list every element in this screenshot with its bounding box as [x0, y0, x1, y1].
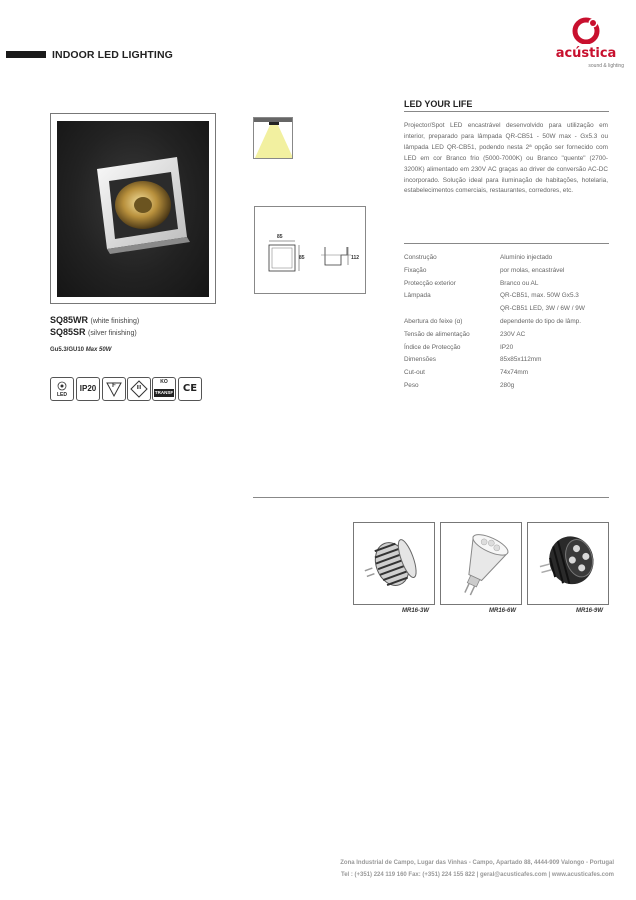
spec-row: [404, 305, 614, 318]
dimension-depth: 85: [299, 255, 305, 261]
spec-value: 280g: [500, 381, 515, 389]
spec-value: 230V AC: [500, 330, 526, 338]
spec-key: Fixação: [404, 266, 427, 274]
lamp-base: Gu5.3/GU10: [50, 347, 85, 353]
spec-value: IP20: [500, 343, 514, 351]
ip20-icon-label: IP20: [79, 384, 97, 393]
class-iii-icon: [127, 377, 151, 401]
ko-label: KO: [160, 379, 168, 385]
product-code: SQ85WR: [50, 315, 89, 325]
brand-name: acústica: [555, 46, 617, 61]
brand-mark-icon: [572, 16, 600, 44]
spec-value: dependente do tipo de lâmp.: [500, 317, 582, 325]
spec-key: Cut-out: [404, 369, 425, 377]
finishing-note: (silver finishing): [88, 330, 137, 337]
spec-value: Branco ou AL: [500, 279, 539, 287]
spec-key: Índice de Protecção: [404, 343, 461, 351]
spec-key: Dimensões: [404, 356, 436, 364]
transf-label: TRANSF: [154, 390, 174, 395]
divider: [404, 111, 609, 112]
spec-value: QR-CB51 LED, 3W / 6W / 9W: [500, 305, 585, 313]
product-photo-frame: [50, 113, 216, 304]
spec-row: [404, 254, 614, 267]
divider: [253, 497, 609, 498]
led-icon-label: LED: [57, 392, 67, 398]
lamp-image-mr16-9w: [527, 522, 609, 605]
footer-address: Zona Industrial de Campo, Lugar das Vinhas - Campo, Apartado 88, 4444-909 Valongo - Portugal: [340, 860, 614, 866]
led-icon: [50, 377, 74, 401]
spec-row: [404, 280, 614, 293]
lamp-image-mr16-3w: [353, 522, 435, 605]
spec-row: [404, 382, 614, 395]
spec-key: Lâmpada: [404, 292, 431, 300]
page-category-title: INDOOR LED LIGHTING: [52, 49, 173, 61]
dimension-height: 112: [351, 255, 360, 261]
spec-key: Peso: [404, 381, 419, 389]
spec-row: [404, 292, 614, 305]
brand-logo[interactable]: [548, 16, 624, 68]
section-title: LED YOUR LIFE: [404, 99, 473, 109]
divider: [404, 243, 609, 244]
product-code-white: [50, 315, 139, 325]
footer-contacts: Tel : (+351) 224 119 160 Fax: (+351) 224 155 822 | geral@acusticafes.com | www.acusticafes.com: [340, 872, 614, 878]
lamp-label: MR16-6W: [488, 608, 516, 614]
class-iii-icon-label: III: [136, 385, 142, 391]
lamp-max: Max 50W: [85, 347, 112, 353]
spec-key: Tensão de alimentação: [404, 330, 470, 338]
spec-value: QR-CB51, max. 50W Gx5.3: [500, 292, 579, 300]
spec-value: 74x74mm: [500, 369, 529, 377]
lamp-image-mr16-6w: [440, 522, 522, 605]
dimension-width: 85: [277, 234, 283, 240]
spec-key: Abertura do feixe (α): [404, 317, 463, 325]
spec-row: [404, 369, 614, 382]
spec-key: Construção: [404, 254, 437, 261]
ce-icon: [178, 377, 202, 401]
ip20-icon: [76, 377, 100, 401]
ce-icon-label: CE: [182, 383, 198, 394]
spec-row: [404, 331, 614, 344]
brand-tagline: sound & lighting: [588, 63, 624, 69]
spec-value: 85x85x112mm: [500, 356, 542, 364]
spec-key: Protecção exterior: [404, 279, 456, 287]
beam-diagram: [253, 117, 293, 159]
ko-transf-icon: [152, 377, 176, 401]
spec-row: [404, 356, 614, 369]
product-photo: [57, 121, 209, 297]
product-code: SQ85SR: [50, 327, 86, 337]
f-mark-icon: [102, 377, 126, 401]
spec-row: [404, 267, 614, 280]
lamp-spec: [50, 347, 111, 353]
spec-value: Alumínio injectado: [500, 254, 553, 261]
spec-table: [404, 254, 614, 395]
spec-value: por molas, encastrável: [500, 266, 565, 274]
f-mark-icon-label: F: [112, 383, 116, 389]
spec-row: [404, 344, 614, 357]
product-code-silver: [50, 327, 137, 337]
lamp-label: MR16-3W: [401, 608, 429, 614]
product-description: Projector/Spot LED encastrável desenvolvido para utilização em interior, preparado para lâmpada QR-CB51 - 50W max - Gx5.3 ou lâmpada LED QR-CB51, podendo nesta 2ª opção ser fornecido com LED em cor Branco frio (5000-7000K) ou Branco "quente" (2700-3200K) alimentado em 230V AC graças ao driver de conversão AC-DC incorporado. Solução ideal para iluminação de habitações, hotelaria, estabelecimentos comerciais, restaurantes, corredores, etc.: [404, 122, 608, 195]
header-bar: [6, 51, 46, 58]
lamp-label: MR16-9W: [575, 608, 603, 614]
spec-row: [404, 318, 614, 331]
dimensions-drawing: [254, 206, 366, 294]
finishing-note: (white finishing): [90, 318, 140, 325]
